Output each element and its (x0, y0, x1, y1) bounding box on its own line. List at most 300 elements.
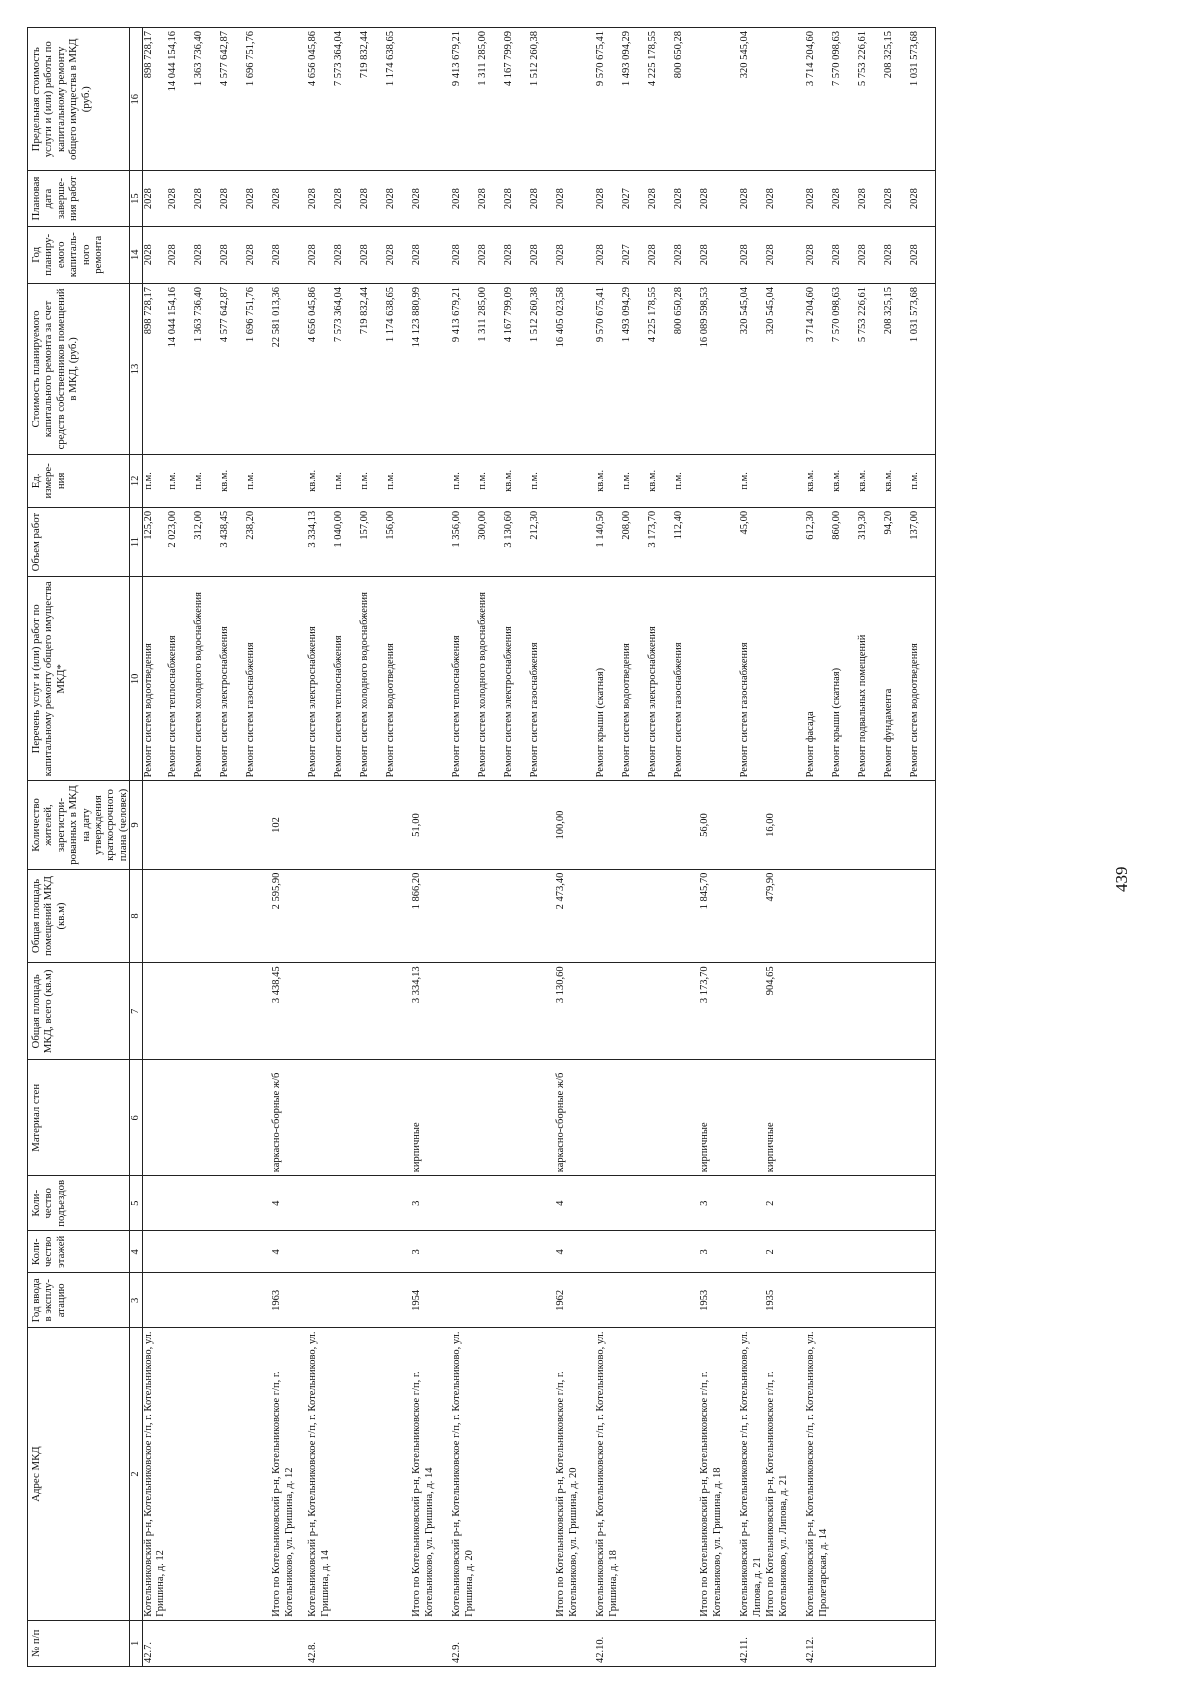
column-header-11: Объем работ (28, 507, 130, 576)
floors-cell (219, 1231, 245, 1273)
year-built-cell (529, 1273, 555, 1328)
repair-year-cell: 2028 (765, 226, 805, 283)
residents-cell (193, 781, 219, 869)
floors-cell (307, 1231, 333, 1273)
wall-material-cell (909, 1060, 935, 1176)
unit-cell (555, 454, 595, 507)
planned-cost-cell: 1 363 736,40 (193, 283, 219, 454)
table-row (385, 28, 411, 1667)
column-number-5: 5 (130, 1176, 143, 1231)
row-number-cell: 42.9. (451, 1620, 477, 1666)
address-cell: Котельниковский р-н, Котельниковское г/п, г. Котельниково, ул. Липова, д. 21 (739, 1328, 765, 1620)
premises-area-cell (477, 869, 503, 963)
table-row (193, 28, 219, 1667)
premises-area-cell (909, 869, 935, 963)
column-header-2: Адрес МКД (28, 1328, 130, 1620)
row-number-cell (411, 1620, 451, 1666)
work-type-cell: Ремонт систем водоотведения (143, 577, 168, 781)
floors-cell (167, 1231, 193, 1273)
year-built-cell: 1954 (411, 1273, 451, 1328)
table-row (883, 28, 909, 1667)
limit-cost-cell: 1 493 094,29 (621, 28, 647, 171)
floors-cell (385, 1231, 411, 1273)
column-header-12: Ед. измере-ния (28, 454, 130, 507)
year-built-cell (333, 1273, 359, 1328)
total-area-cell: 904,65 (765, 963, 805, 1060)
total-area-cell: 3 334,13 (411, 963, 451, 1060)
work-type-cell: Ремонт фундамента (883, 577, 909, 781)
entrances-cell (451, 1176, 477, 1231)
planned-cost-cell: 1 031 573,68 (909, 283, 935, 454)
unit-cell: п.м. (909, 454, 935, 507)
completion-date-cell: 2028 (529, 171, 555, 226)
completion-date-cell: 2028 (307, 171, 333, 226)
work-volume-cell (699, 507, 739, 576)
limit-cost-cell: 4 656 045,86 (307, 28, 333, 171)
year-built-cell (477, 1273, 503, 1328)
residents-cell (857, 781, 883, 869)
residents-cell (503, 781, 529, 869)
planned-cost-cell: 1 311 285,00 (477, 283, 503, 454)
premises-area-cell (167, 869, 193, 963)
planned-cost-cell: 208 325,15 (883, 283, 909, 454)
floors-cell (359, 1231, 385, 1273)
year-built-cell (245, 1273, 271, 1328)
residents-cell (451, 781, 477, 869)
table-row (831, 28, 857, 1667)
year-built-cell (739, 1273, 765, 1328)
row-number-cell (883, 1620, 909, 1666)
residents-cell (883, 781, 909, 869)
work-type-cell: Ремонт систем холодного водоснабжения (477, 577, 503, 781)
column-header-1: № п/п (28, 1620, 130, 1666)
planned-cost-cell: 4 577 642,87 (219, 283, 245, 454)
unit-cell: кв.м. (307, 454, 333, 507)
wall-material-cell (333, 1060, 359, 1176)
floors-cell (193, 1231, 219, 1273)
repair-year-cell: 2028 (673, 226, 699, 283)
floors-cell (451, 1231, 477, 1273)
completion-date-cell: 2028 (805, 171, 831, 226)
planned-cost-cell: 7 573 364,04 (333, 283, 359, 454)
completion-date-cell: 2028 (883, 171, 909, 226)
completion-date-cell: 2028 (359, 171, 385, 226)
work-volume-cell: 137,00 (909, 507, 935, 576)
premises-area-cell: 479,90 (765, 869, 805, 963)
year-built-cell (909, 1273, 935, 1328)
repair-year-cell: 2028 (555, 226, 595, 283)
premises-area-cell: 1 866,20 (411, 869, 451, 963)
total-area-cell (477, 963, 503, 1060)
unit-cell: п.м. (621, 454, 647, 507)
row-number-cell: 42.10. (595, 1620, 621, 1666)
premises-area-cell (333, 869, 359, 963)
limit-cost-cell: 4 577 642,87 (219, 28, 245, 171)
table-row (245, 28, 271, 1667)
work-volume-cell: 157,00 (359, 507, 385, 576)
work-volume-cell: 612,30 (805, 507, 831, 576)
completion-date-cell: 2028 (503, 171, 529, 226)
limit-cost-cell: 320 545,04 (739, 28, 765, 171)
planned-cost-cell: 16 089 598,53 (699, 283, 739, 454)
address-cell: Котельниковский р-н, Котельниковское г/п, г. Котельниково, ул. Гришина, д. 14 (307, 1328, 333, 1620)
address-cell (883, 1328, 909, 1620)
floors-cell (529, 1231, 555, 1273)
completion-date-cell: 2028 (167, 171, 193, 226)
entrances-cell (503, 1176, 529, 1231)
column-number-row (130, 28, 143, 1667)
row-number-cell (193, 1620, 219, 1666)
address-cell (647, 1328, 673, 1620)
floors-cell (621, 1231, 647, 1273)
unit-cell: кв.м. (883, 454, 909, 507)
completion-date-cell: 2028 (647, 171, 673, 226)
table-row (271, 28, 307, 1667)
residents-cell: 16,00 (765, 781, 805, 869)
limit-cost-cell: 898 728,17 (143, 28, 168, 171)
residents-cell: 102 (271, 781, 307, 869)
floors-cell (831, 1231, 857, 1273)
planned-cost-cell: 1 696 751,76 (245, 283, 271, 454)
entrances-cell (477, 1176, 503, 1231)
limit-cost-cell: 1 512 260,38 (529, 28, 555, 171)
floors-cell (647, 1231, 673, 1273)
table-row (699, 28, 739, 1667)
column-number-9: 9 (130, 781, 143, 869)
column-header-15: Плановая дата заверше-ния работ (28, 171, 130, 226)
completion-date-cell: 2028 (595, 171, 621, 226)
entrances-cell (909, 1176, 935, 1231)
work-volume-cell: 208,00 (621, 507, 647, 576)
work-volume-cell: 3 334,13 (307, 507, 333, 576)
row-number-cell (503, 1620, 529, 1666)
total-area-cell (333, 963, 359, 1060)
work-volume-cell: 319,30 (857, 507, 883, 576)
completion-date-cell: 2028 (765, 171, 805, 226)
completion-date-cell: 2028 (857, 171, 883, 226)
floors-cell (805, 1231, 831, 1273)
residents-cell (529, 781, 555, 869)
column-number-1: 1 (130, 1620, 143, 1666)
unit-cell: п.м. (333, 454, 359, 507)
work-volume-cell: 112,40 (673, 507, 699, 576)
address-cell (909, 1328, 935, 1620)
address-cell (245, 1328, 271, 1620)
unit-cell: п.м. (167, 454, 193, 507)
total-area-cell: 3 438,45 (271, 963, 307, 1060)
residents-cell (805, 781, 831, 869)
row-number-cell (271, 1620, 307, 1666)
total-area-cell (647, 963, 673, 1060)
premises-area-cell (307, 869, 333, 963)
row-number-cell (167, 1620, 193, 1666)
total-area-cell (805, 963, 831, 1060)
repair-year-cell: 2028 (883, 226, 909, 283)
wall-material-cell (883, 1060, 909, 1176)
repair-year-cell: 2028 (451, 226, 477, 283)
wall-material-cell (805, 1060, 831, 1176)
planned-cost-cell: 4 656 045,86 (307, 283, 333, 454)
floors-cell (333, 1231, 359, 1273)
work-volume-cell (271, 507, 307, 576)
work-volume-cell: 3 130,60 (503, 507, 529, 576)
completion-date-cell: 2028 (699, 171, 739, 226)
entrances-cell (219, 1176, 245, 1231)
residents-cell: 56,00 (699, 781, 739, 869)
planned-cost-cell: 3 714 204,60 (805, 283, 831, 454)
work-volume-cell: 238,20 (245, 507, 271, 576)
year-built-cell (647, 1273, 673, 1328)
residents-cell (333, 781, 359, 869)
row-number-cell: 42.12. (805, 1620, 831, 1666)
floors-cell (595, 1231, 621, 1273)
unit-cell: кв.м. (831, 454, 857, 507)
table-row (909, 28, 935, 1667)
unit-cell: п.м. (529, 454, 555, 507)
repair-year-cell: 2028 (477, 226, 503, 283)
column-number-12: 12 (130, 454, 143, 507)
address-cell (385, 1328, 411, 1620)
completion-date-cell: 2028 (909, 171, 935, 226)
limit-cost-cell: 4 225 178,55 (647, 28, 673, 171)
entrances-cell (621, 1176, 647, 1231)
work-type-cell (699, 577, 739, 781)
unit-cell: п.м. (477, 454, 503, 507)
row-number-cell (621, 1620, 647, 1666)
work-type-cell: Ремонт систем электроснабжения (307, 577, 333, 781)
table-row (359, 28, 385, 1667)
work-volume-cell: 1 140,50 (595, 507, 621, 576)
work-type-cell (555, 577, 595, 781)
work-type-cell: Ремонт систем холодного водоснабжения (359, 577, 385, 781)
planned-cost-cell: 9 570 675,41 (595, 283, 621, 454)
work-volume-cell: 94,20 (883, 507, 909, 576)
year-built-cell (143, 1273, 168, 1328)
total-area-cell (307, 963, 333, 1060)
residents-cell: 51,00 (411, 781, 451, 869)
total-area-cell (385, 963, 411, 1060)
unit-cell: п.м. (451, 454, 477, 507)
table-row (503, 28, 529, 1667)
repair-year-cell: 2028 (699, 226, 739, 283)
wall-material-cell: каркасно-сборные ж/б (271, 1060, 307, 1176)
table-body (143, 28, 936, 1667)
limit-cost-cell: 1 031 573,68 (909, 28, 935, 171)
year-built-cell: 1935 (765, 1273, 805, 1328)
premises-area-cell (739, 869, 765, 963)
entrances-cell: 2 (765, 1176, 805, 1231)
table-row (857, 28, 883, 1667)
address-cell (831, 1328, 857, 1620)
column-header-13: Стоимость планируемого капитального ремонта за счет средств собственников помещений в МКД, (руб.) (28, 283, 130, 454)
year-built-cell (385, 1273, 411, 1328)
total-area-cell: 3 173,70 (699, 963, 739, 1060)
work-volume-cell: 312,00 (193, 507, 219, 576)
year-built-cell (359, 1273, 385, 1328)
wall-material-cell (477, 1060, 503, 1176)
limit-cost-cell (765, 28, 805, 171)
total-area-cell (503, 963, 529, 1060)
residents-cell (595, 781, 621, 869)
wall-material-cell (143, 1060, 168, 1176)
column-header-5: Коли-чество подъездов (28, 1176, 130, 1231)
entrances-cell (333, 1176, 359, 1231)
repair-year-cell: 2028 (271, 226, 307, 283)
table-row (529, 28, 555, 1667)
planned-cost-cell: 320 545,04 (739, 283, 765, 454)
completion-date-cell: 2028 (451, 171, 477, 226)
unit-cell (271, 454, 307, 507)
column-number-8: 8 (130, 869, 143, 963)
row-number-cell: 42.8. (307, 1620, 333, 1666)
address-cell: Итого по Котельниковский р-н, Котельниковское г/п, г. Котельниково, ул. Липова, д. 21 (765, 1328, 805, 1620)
residents-cell (143, 781, 168, 869)
total-area-cell (167, 963, 193, 1060)
repair-year-cell: 2028 (167, 226, 193, 283)
unit-cell (411, 454, 451, 507)
planned-cost-cell: 9 413 679,21 (451, 283, 477, 454)
completion-date-cell: 2028 (555, 171, 595, 226)
entrances-cell (143, 1176, 168, 1231)
year-built-cell (451, 1273, 477, 1328)
repair-year-cell: 2028 (333, 226, 359, 283)
unit-cell (699, 454, 739, 507)
total-area-cell (883, 963, 909, 1060)
row-number-cell (831, 1620, 857, 1666)
planned-cost-cell: 719 832,44 (359, 283, 385, 454)
column-number-11: 11 (130, 507, 143, 576)
entrances-cell (245, 1176, 271, 1231)
column-number-4: 4 (130, 1231, 143, 1273)
completion-date-cell: 2028 (385, 171, 411, 226)
premises-area-cell (503, 869, 529, 963)
work-type-cell: Ремонт систем электроснабжения (647, 577, 673, 781)
year-built-cell (595, 1273, 621, 1328)
year-built-cell (307, 1273, 333, 1328)
total-area-cell (909, 963, 935, 1060)
address-cell: Котельниковский р-н, Котельниковское г/п, г. Котельниково, ул. Гришина, д. 18 (595, 1328, 621, 1620)
row-number-cell (385, 1620, 411, 1666)
completion-date-cell: 2028 (245, 171, 271, 226)
table-row (307, 28, 333, 1667)
work-volume-cell: 125,20 (143, 507, 168, 576)
column-number-14: 14 (130, 226, 143, 283)
completion-date-cell: 2028 (193, 171, 219, 226)
column-header-6: Материал стен (28, 1060, 130, 1176)
premises-area-cell (529, 869, 555, 963)
year-built-cell (219, 1273, 245, 1328)
work-type-cell: Ремонт систем газоснабжения (739, 577, 765, 781)
limit-cost-cell: 1 311 285,00 (477, 28, 503, 171)
premises-area-cell (359, 869, 385, 963)
planned-cost-cell: 14 123 880,99 (411, 283, 451, 454)
planned-cost-cell: 1 174 638,65 (385, 283, 411, 454)
total-area-cell (595, 963, 621, 1060)
address-cell (193, 1328, 219, 1620)
wall-material-cell: кирпичные (699, 1060, 739, 1176)
residents-cell (167, 781, 193, 869)
total-area-cell (831, 963, 857, 1060)
year-built-cell (621, 1273, 647, 1328)
year-built-cell (167, 1273, 193, 1328)
residents-cell (219, 781, 245, 869)
entrances-cell: 3 (699, 1176, 739, 1231)
row-number-cell (673, 1620, 699, 1666)
unit-cell: кв.м. (857, 454, 883, 507)
work-type-cell: Ремонт систем теплоснабжения (333, 577, 359, 781)
entrances-cell (193, 1176, 219, 1231)
address-cell: Итого по Котельниковский р-н, Котельниковское г/п, г. Котельниково, ул. Гришина, д. 12 (271, 1328, 307, 1620)
unit-cell: кв.м. (647, 454, 673, 507)
address-cell: Котельниковский р-н, Котельниковское г/п, г. Котельниково, ул. Гришина, д. 20 (451, 1328, 477, 1620)
completion-date-cell: 2028 (333, 171, 359, 226)
address-cell (333, 1328, 359, 1620)
row-number-cell (699, 1620, 739, 1666)
entrances-cell: 4 (555, 1176, 595, 1231)
address-cell (857, 1328, 883, 1620)
column-number-13: 13 (130, 283, 143, 454)
floors-cell (739, 1231, 765, 1273)
work-type-cell: Ремонт систем электроснабжения (219, 577, 245, 781)
entrances-cell (529, 1176, 555, 1231)
limit-cost-cell: 3 714 204,60 (805, 28, 831, 171)
address-cell: Котельниковский р-н, Котельниковское г/п, г. Котельниково, ул. Пролетарская, д. 14 (805, 1328, 831, 1620)
limit-cost-cell: 9 570 675,41 (595, 28, 621, 171)
residents-cell (245, 781, 271, 869)
repair-year-cell: 2028 (909, 226, 935, 283)
row-number-cell (219, 1620, 245, 1666)
total-area-cell (245, 963, 271, 1060)
repair-year-cell: 2028 (219, 226, 245, 283)
column-header-14: Год планиру-емого капиталь-ного ремонта (28, 226, 130, 283)
wall-material-cell (857, 1060, 883, 1176)
completion-date-cell: 2028 (477, 171, 503, 226)
repair-year-cell: 2028 (529, 226, 555, 283)
work-volume-cell (555, 507, 595, 576)
work-type-cell: Ремонт систем водоотведения (621, 577, 647, 781)
premises-area-cell: 1 845,70 (699, 869, 739, 963)
work-type-cell: Ремонт систем газоснабжения (529, 577, 555, 781)
residents-cell: 100,00 (555, 781, 595, 869)
completion-date-cell: 2028 (271, 171, 307, 226)
repair-year-cell: 2028 (831, 226, 857, 283)
limit-cost-cell: 1 174 638,65 (385, 28, 411, 171)
total-area-cell (739, 963, 765, 1060)
rotated-page (27, 27, 1177, 1667)
table-row (219, 28, 245, 1667)
premises-area-cell: 2 595,90 (271, 869, 307, 963)
year-built-cell (193, 1273, 219, 1328)
entrances-cell: 3 (411, 1176, 451, 1231)
repair-year-cell: 2028 (359, 226, 385, 283)
year-built-cell: 1953 (699, 1273, 739, 1328)
wall-material-cell (167, 1060, 193, 1176)
wall-material-cell (307, 1060, 333, 1176)
repair-year-cell: 2028 (307, 226, 333, 283)
planned-cost-cell: 5 753 226,61 (857, 283, 883, 454)
entrances-cell (647, 1176, 673, 1231)
work-volume-cell (765, 507, 805, 576)
premises-area-cell: 2 473,40 (555, 869, 595, 963)
floors-cell: 4 (555, 1231, 595, 1273)
wall-material-cell (451, 1060, 477, 1176)
column-number-6: 6 (130, 1060, 143, 1176)
entrances-cell (805, 1176, 831, 1231)
work-volume-cell: 300,00 (477, 507, 503, 576)
completion-date-cell: 2028 (143, 171, 168, 226)
table-row (805, 28, 831, 1667)
wall-material-cell (503, 1060, 529, 1176)
